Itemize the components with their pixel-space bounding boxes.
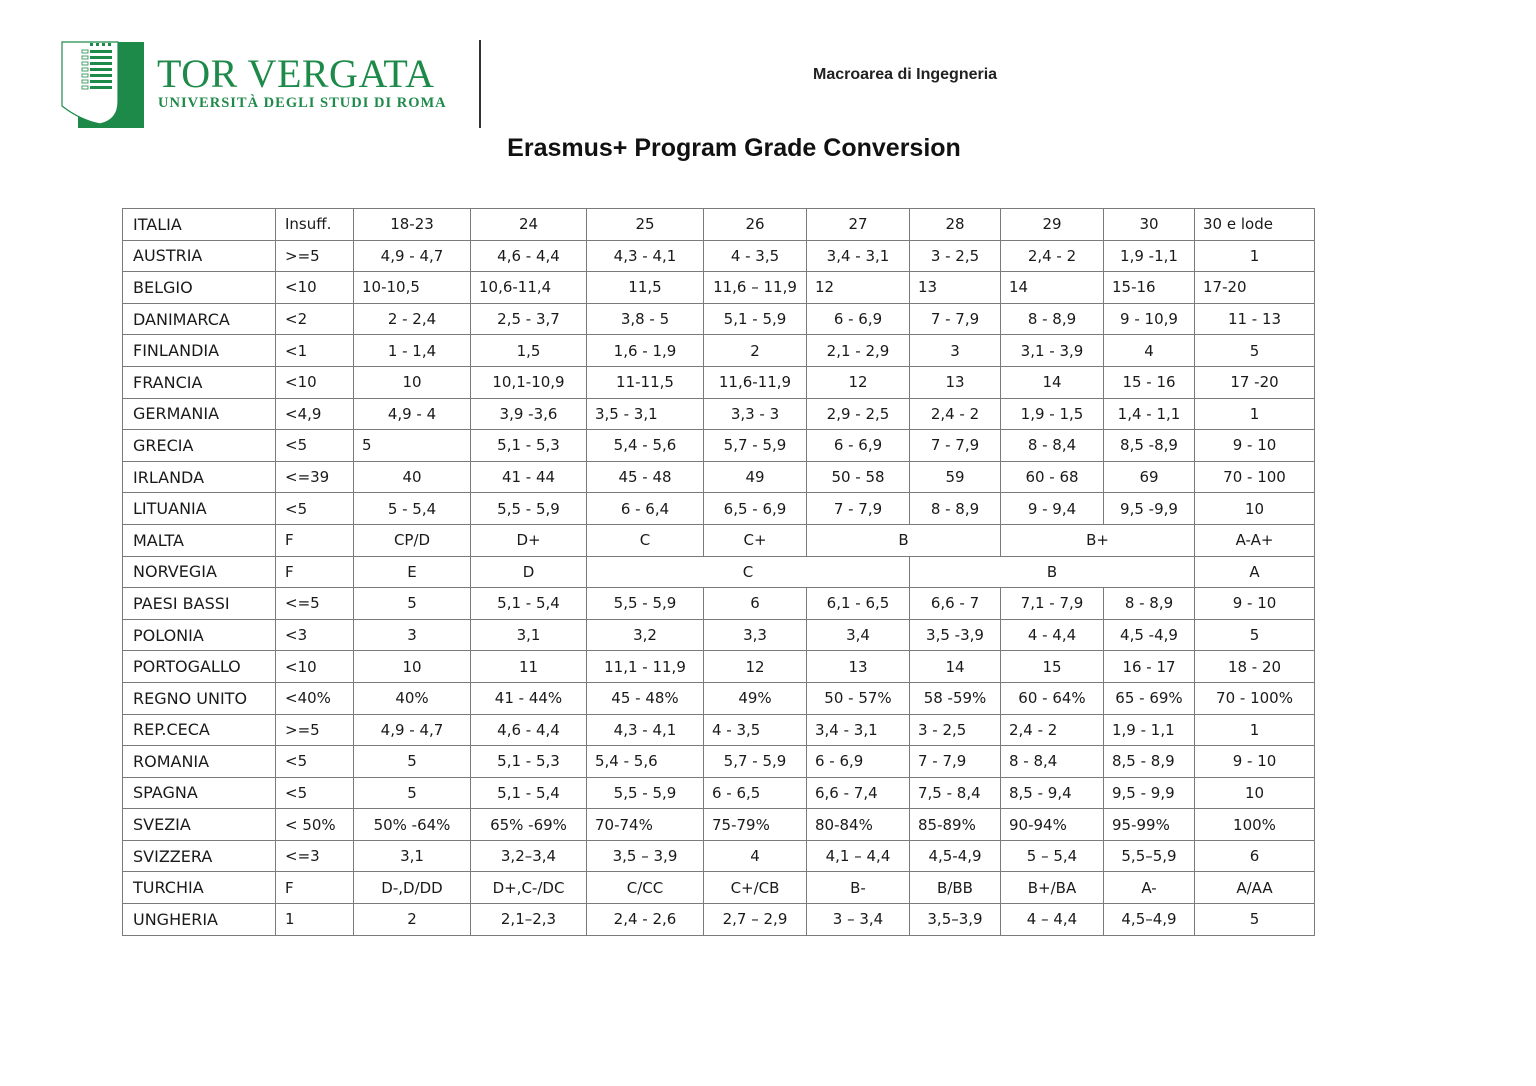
insufficient-cell: F: [276, 524, 354, 556]
insufficient-cell: <2: [276, 303, 354, 335]
grade-cell: 50 - 57%: [807, 682, 910, 714]
grade-cell: 4,5 -4,9: [1104, 619, 1195, 651]
grade-cell: 13: [910, 366, 1001, 398]
grade-cell: 69: [1104, 461, 1195, 493]
grade-cell: 45 - 48: [587, 461, 704, 493]
grade-cell: 8,5 - 8,9: [1104, 746, 1195, 778]
grade-cell: 4,9 - 4,7: [354, 240, 471, 272]
insufficient-cell: <3: [276, 619, 354, 651]
insufficient-cell: <=5: [276, 588, 354, 620]
grade-cell: 100%: [1195, 809, 1315, 841]
table-row: [123, 651, 1315, 683]
grade-cell: 3,8 - 5: [587, 303, 704, 335]
table-row: [123, 714, 1315, 746]
grade-cell: 2,5 - 3,7: [471, 303, 587, 335]
grade-cell: 17-20: [1195, 272, 1315, 304]
grade-cell: 11,1 - 11,9: [587, 651, 704, 683]
grade-cell: 10: [354, 651, 471, 683]
grade-cell: C+/CB: [704, 872, 807, 904]
grade-cell: 4,6 - 4,4: [471, 714, 587, 746]
grade-cell: 3,1: [471, 619, 587, 651]
header-cell: 25: [587, 209, 704, 241]
grade-cell: 11,6-11,9: [704, 366, 807, 398]
country-cell: FRANCIA: [123, 366, 276, 398]
grade-cell: 2: [354, 904, 471, 936]
grade-cell: D+: [471, 524, 587, 556]
grade-cell: 10,6-11,4: [471, 272, 587, 304]
grade-cell: E: [354, 556, 471, 588]
grade-cell: 9,5 -9,9: [1104, 493, 1195, 525]
grade-cell: 2,1–2,3: [471, 904, 587, 936]
grade-cell: 7 - 7,9: [807, 493, 910, 525]
grade-cell: 3,3: [704, 619, 807, 651]
grade-cell: A-A+: [1195, 524, 1315, 556]
grade-cell: 5 – 5,4: [1001, 840, 1104, 872]
header-cell: Insuff.: [276, 209, 354, 241]
grade-cell: 8,5 -8,9: [1104, 430, 1195, 462]
table-row: [123, 303, 1315, 335]
insufficient-cell: <10: [276, 272, 354, 304]
grade-cell: 60 - 64%: [1001, 682, 1104, 714]
table-row: [123, 493, 1315, 525]
table-row: [123, 430, 1315, 462]
table-row: [123, 240, 1315, 272]
grade-cell: 4,1 – 4,4: [807, 840, 910, 872]
grade-cell: 49%: [704, 682, 807, 714]
grade-cell: 1,9 -1,1: [1104, 240, 1195, 272]
insufficient-cell: <5: [276, 746, 354, 778]
grade-cell: 11,5: [587, 272, 704, 304]
grade-cell: 2,4 - 2,6: [587, 904, 704, 936]
table-row: [123, 809, 1315, 841]
grade-cell: 10: [1195, 777, 1315, 809]
grade-cell: 3,5 – 3,9: [587, 840, 704, 872]
insufficient-cell: <10: [276, 651, 354, 683]
grade-cell: 2,1 - 2,9: [807, 335, 910, 367]
grade-cell: 14: [910, 651, 1001, 683]
insufficient-cell: <4,9: [276, 398, 354, 430]
grade-cell: 6: [1195, 840, 1315, 872]
insufficient-cell: <10: [276, 366, 354, 398]
grade-cell: 4,9 - 4,7: [354, 714, 471, 746]
grade-cell: 5,7 - 5,9: [704, 746, 807, 778]
grade-cell: 15-16: [1104, 272, 1195, 304]
grade-conversion-table: [122, 208, 1315, 936]
grade-cell: 6,1 - 6,5: [807, 588, 910, 620]
logo-subtitle: UNIVERSITÀ DEGLI STUDI DI ROMA: [158, 95, 447, 111]
grade-cell: 2,4 - 2: [1001, 714, 1104, 746]
grade-cell: 70-74%: [587, 809, 704, 841]
grade-cell: 7 - 7,9: [910, 746, 1001, 778]
grade-cell: 5,5 - 5,9: [587, 777, 704, 809]
country-cell: PAESI BASSI: [123, 588, 276, 620]
table-row: [123, 872, 1315, 904]
grade-cell: B-: [807, 872, 910, 904]
grade-cell: 10,1-10,9: [471, 366, 587, 398]
grade-cell: 5 - 5,4: [354, 493, 471, 525]
grade-cell: 9 - 10: [1195, 588, 1315, 620]
table-row: [123, 335, 1315, 367]
grade-cell: 8 - 8,4: [1001, 430, 1104, 462]
grade-cell: B: [807, 524, 1001, 556]
grade-cell: 1,4 - 1,1: [1104, 398, 1195, 430]
grade-cell: 5: [354, 430, 471, 462]
university-shield-logo-icon: [60, 40, 150, 130]
grade-cell: 1 - 1,4: [354, 335, 471, 367]
header-divider: [479, 40, 481, 128]
table-row: [123, 366, 1315, 398]
grade-cell: D-,D/DD: [354, 872, 471, 904]
grade-cell: 11 - 13: [1195, 303, 1315, 335]
grade-cell: 6 - 6,5: [704, 777, 807, 809]
insufficient-cell: >=5: [276, 240, 354, 272]
grade-cell: 41 - 44: [471, 461, 587, 493]
grade-cell: 5: [354, 777, 471, 809]
grade-cell: CP/D: [354, 524, 471, 556]
grade-cell: 13: [910, 272, 1001, 304]
grade-cell: 3,5 -3,9: [910, 619, 1001, 651]
insufficient-cell: <=39: [276, 461, 354, 493]
grade-cell: 6 - 6,9: [807, 430, 910, 462]
country-cell: IRLANDA: [123, 461, 276, 493]
grade-cell: 6,5 - 6,9: [704, 493, 807, 525]
grade-cell: 2,7 – 2,9: [704, 904, 807, 936]
grade-cell: 6,6 - 7: [910, 588, 1001, 620]
grade-cell: 2,9 - 2,5: [807, 398, 910, 430]
grade-cell: 5,1 - 5,4: [471, 777, 587, 809]
grade-cell: 45 - 48%: [587, 682, 704, 714]
country-cell: SVEZIA: [123, 809, 276, 841]
grade-cell: 4,5–4,9: [1104, 904, 1195, 936]
grade-cell: 65% -69%: [471, 809, 587, 841]
grade-cell: 65 - 69%: [1104, 682, 1195, 714]
grade-cell: D+,C-/DC: [471, 872, 587, 904]
table-row: [123, 461, 1315, 493]
grade-cell: A/AA: [1195, 872, 1315, 904]
grade-cell: 2,4 - 2: [1001, 240, 1104, 272]
country-cell: BELGIO: [123, 272, 276, 304]
grade-cell: 3: [354, 619, 471, 651]
grade-cell: 6 - 6,9: [807, 303, 910, 335]
table-row: [123, 556, 1315, 588]
grade-cell: 3,3 - 3: [704, 398, 807, 430]
insufficient-cell: <1: [276, 335, 354, 367]
insufficient-cell: F: [276, 556, 354, 588]
grade-cell: 7 - 7,9: [910, 430, 1001, 462]
grade-cell: 5: [1195, 619, 1315, 651]
grade-cell: 5: [1195, 335, 1315, 367]
grade-cell: 59: [910, 461, 1001, 493]
grade-cell: 2: [704, 335, 807, 367]
grade-cell: 6 - 6,4: [587, 493, 704, 525]
header-cell: 27: [807, 209, 910, 241]
country-cell: REP.CECA: [123, 714, 276, 746]
grade-cell: 3,1: [354, 840, 471, 872]
grade-cell: 5: [354, 746, 471, 778]
insufficient-cell: <40%: [276, 682, 354, 714]
grade-cell: 14: [1001, 272, 1104, 304]
country-cell: SVIZZERA: [123, 840, 276, 872]
grade-cell: 2 - 2,4: [354, 303, 471, 335]
table-row: [123, 682, 1315, 714]
grade-cell: 7,5 - 8,4: [910, 777, 1001, 809]
grade-cell: 11: [471, 651, 587, 683]
country-cell: LITUANIA: [123, 493, 276, 525]
country-cell: AUSTRIA: [123, 240, 276, 272]
grade-cell: 3,2: [587, 619, 704, 651]
grade-cell: 10: [1195, 493, 1315, 525]
insufficient-cell: 1: [276, 904, 354, 936]
header-cell: 26: [704, 209, 807, 241]
grade-cell: 90-94%: [1001, 809, 1104, 841]
country-cell: GRECIA: [123, 430, 276, 462]
grade-cell: 7 - 7,9: [910, 303, 1001, 335]
grade-cell: 1,9 - 1,5: [1001, 398, 1104, 430]
insufficient-cell: <5: [276, 430, 354, 462]
grade-cell: 3,5 - 3,1: [587, 398, 704, 430]
grade-cell: 70 - 100%: [1195, 682, 1315, 714]
grade-cell: 5,5–5,9: [1104, 840, 1195, 872]
grade-cell: C: [587, 556, 910, 588]
table-row: [123, 524, 1315, 556]
grade-cell: 80-84%: [807, 809, 910, 841]
grade-cell: 41 - 44%: [471, 682, 587, 714]
grade-cell: 9 - 10,9: [1104, 303, 1195, 335]
table-row: [123, 840, 1315, 872]
grade-cell: 1: [1195, 240, 1315, 272]
grade-cell: 4,6 - 4,4: [471, 240, 587, 272]
grade-cell: 1,5: [471, 335, 587, 367]
grade-cell: 5,5 - 5,9: [587, 588, 704, 620]
grade-cell: 4 - 4,4: [1001, 619, 1104, 651]
grade-cell: 4 – 4,4: [1001, 904, 1104, 936]
grade-cell: 8,5 - 9,4: [1001, 777, 1104, 809]
grade-cell: 5: [354, 588, 471, 620]
grade-cell: 5,4 - 5,6: [587, 746, 704, 778]
header-cell: 30 e lode: [1195, 209, 1315, 241]
grade-cell: 11,6 – 11,9: [704, 272, 807, 304]
header-cell: 29: [1001, 209, 1104, 241]
grade-cell: 4: [1104, 335, 1195, 367]
grade-cell: 85-89%: [910, 809, 1001, 841]
header-cell: 28: [910, 209, 1001, 241]
grade-cell: 8 - 8,9: [1104, 588, 1195, 620]
grade-cell: B/BB: [910, 872, 1001, 904]
logo-title: TOR VERGATA: [157, 51, 435, 96]
table-row: [123, 398, 1315, 430]
grade-cell: 5,1 - 5,3: [471, 746, 587, 778]
grade-cell: 50% -64%: [354, 809, 471, 841]
grade-cell: 3 - 2,5: [910, 714, 1001, 746]
grade-cell: 3 – 3,4: [807, 904, 910, 936]
grade-cell: 75-79%: [704, 809, 807, 841]
grade-cell: 5,1 - 5,9: [704, 303, 807, 335]
grade-cell: 40%: [354, 682, 471, 714]
grade-cell: 1,9 - 1,1: [1104, 714, 1195, 746]
table-row: [123, 904, 1315, 936]
grade-cell: 1: [1195, 398, 1315, 430]
grade-cell: 3,4: [807, 619, 910, 651]
grade-cell: 3,4 - 3,1: [807, 714, 910, 746]
grade-cell: 9 - 10: [1195, 746, 1315, 778]
insufficient-cell: <5: [276, 493, 354, 525]
table-row: [123, 272, 1315, 304]
grade-cell: 18 - 20: [1195, 651, 1315, 683]
grade-cell: C: [587, 524, 704, 556]
grade-cell: 3,5–3,9: [910, 904, 1001, 936]
grade-cell: 4 - 3,5: [704, 714, 807, 746]
table-row: [123, 588, 1315, 620]
grade-cell: 6: [704, 588, 807, 620]
header-cell: 30: [1104, 209, 1195, 241]
grade-cell: 8 - 8,9: [1001, 303, 1104, 335]
grade-cell: C/CC: [587, 872, 704, 904]
country-cell: PORTOGALLO: [123, 651, 276, 683]
grade-cell: 3,4 - 3,1: [807, 240, 910, 272]
grade-cell: B+/BA: [1001, 872, 1104, 904]
grade-cell: 1,6 - 1,9: [587, 335, 704, 367]
grade-cell: 15: [1001, 651, 1104, 683]
header-cell: 18-23: [354, 209, 471, 241]
grade-cell: 3 - 2,5: [910, 240, 1001, 272]
grade-cell: 4,9 - 4: [354, 398, 471, 430]
grade-cell: 7,1 - 7,9: [1001, 588, 1104, 620]
grade-cell: A-: [1104, 872, 1195, 904]
grade-cell: 4,3 - 4,1: [587, 240, 704, 272]
grade-cell: 14: [1001, 366, 1104, 398]
department-label: Macroarea di Ingegneria: [813, 66, 998, 83]
header-cell: 24: [471, 209, 587, 241]
grade-cell: 9 - 10: [1195, 430, 1315, 462]
grade-cell: 95-99%: [1104, 809, 1195, 841]
grade-cell: 15 - 16: [1104, 366, 1195, 398]
country-cell: TURCHIA: [123, 872, 276, 904]
grade-cell: 4,3 - 4,1: [587, 714, 704, 746]
table-row: [123, 619, 1315, 651]
grade-cell: 8 - 8,9: [910, 493, 1001, 525]
page-title: Erasmus+ Program Grade Conversion: [507, 134, 961, 162]
grade-cell: 1: [1195, 714, 1315, 746]
grade-cell: 10-10,5: [354, 272, 471, 304]
grade-cell: 5,1 - 5,3: [471, 430, 587, 462]
grade-cell: 13: [807, 651, 910, 683]
grade-cell: 40: [354, 461, 471, 493]
table-row: [123, 746, 1315, 778]
insufficient-cell: < 50%: [276, 809, 354, 841]
country-cell: NORVEGIA: [123, 556, 276, 588]
grade-cell: 8 - 8,4: [1001, 746, 1104, 778]
grade-cell: 3,2–3,4: [471, 840, 587, 872]
insufficient-cell: <=3: [276, 840, 354, 872]
grade-cell: 60 - 68: [1001, 461, 1104, 493]
grade-cell: 9 - 9,4: [1001, 493, 1104, 525]
country-cell: DANIMARCA: [123, 303, 276, 335]
grade-cell: 5,7 - 5,9: [704, 430, 807, 462]
table-header-row: [123, 209, 1315, 241]
grade-cell: A: [1195, 556, 1315, 588]
insufficient-cell: >=5: [276, 714, 354, 746]
grade-cell: 49: [704, 461, 807, 493]
country-cell: MALTA: [123, 524, 276, 556]
grade-cell: 4 - 3,5: [704, 240, 807, 272]
grade-cell: 70 - 100: [1195, 461, 1315, 493]
grade-cell: 12: [807, 272, 910, 304]
table-row: [123, 777, 1315, 809]
grade-cell: 3,1 - 3,9: [1001, 335, 1104, 367]
grade-cell: 9,5 - 9,9: [1104, 777, 1195, 809]
grade-cell: 3: [910, 335, 1001, 367]
country-cell: REGNO UNITO: [123, 682, 276, 714]
grade-cell: 58 -59%: [910, 682, 1001, 714]
country-cell: POLONIA: [123, 619, 276, 651]
country-cell: GERMANIA: [123, 398, 276, 430]
insufficient-cell: <5: [276, 777, 354, 809]
grade-cell: 5: [1195, 904, 1315, 936]
grade-cell: C+: [704, 524, 807, 556]
grade-cell: 5,4 - 5,6: [587, 430, 704, 462]
grade-cell: D: [471, 556, 587, 588]
grade-cell: 50 - 58: [807, 461, 910, 493]
grade-cell: 6 - 6,9: [807, 746, 910, 778]
header-country: ITALIA: [123, 209, 276, 241]
country-cell: UNGHERIA: [123, 904, 276, 936]
grade-cell: 5,5 - 5,9: [471, 493, 587, 525]
grade-cell: 17 -20: [1195, 366, 1315, 398]
insufficient-cell: F: [276, 872, 354, 904]
country-cell: ROMANIA: [123, 746, 276, 778]
grade-cell: B+: [1001, 524, 1195, 556]
grade-cell: 10: [354, 366, 471, 398]
grade-cell: B: [910, 556, 1195, 588]
country-cell: FINLANDIA: [123, 335, 276, 367]
grade-cell: 16 - 17: [1104, 651, 1195, 683]
grade-cell: 6,6 - 7,4: [807, 777, 910, 809]
grade-cell: 12: [807, 366, 910, 398]
grade-cell: 11-11,5: [587, 366, 704, 398]
grade-cell: 2,4 - 2: [910, 398, 1001, 430]
grade-cell: 12: [704, 651, 807, 683]
grade-cell: 4,5-4,9: [910, 840, 1001, 872]
country-cell: SPAGNA: [123, 777, 276, 809]
grade-cell: 3,9 -3,6: [471, 398, 587, 430]
grade-cell: 5,1 - 5,4: [471, 588, 587, 620]
grade-cell: 4: [704, 840, 807, 872]
